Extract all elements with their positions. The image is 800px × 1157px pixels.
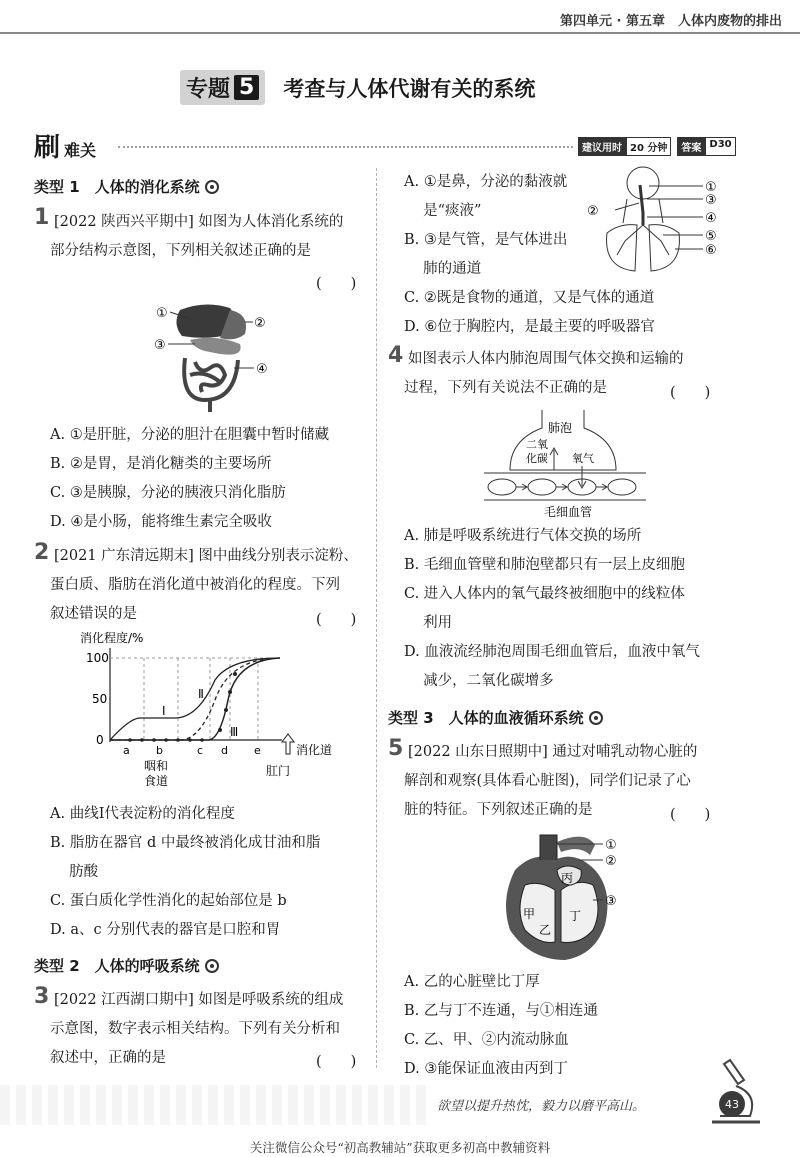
q4-option-c: C. 进入人体内的氧气最终被细胞中的线粒体	[404, 586, 685, 602]
target-icon	[204, 179, 220, 195]
q1-label-2: ②	[254, 316, 266, 331]
respiratory-system-figure	[585, 163, 725, 278]
chamber-ding: 丁	[569, 909, 582, 923]
type3-heading	[388, 707, 604, 728]
type1-heading	[34, 176, 220, 197]
badge-word: 专题	[186, 77, 231, 102]
curve-label-3: Ⅲ	[230, 725, 239, 739]
q2-option-b-cont: 肪酸	[50, 864, 99, 880]
curve-3	[110, 658, 280, 740]
digestive-system-figure	[150, 300, 280, 415]
arrow-down-icon	[578, 466, 586, 488]
q1-label-4: ④	[256, 362, 268, 377]
microscope-icon	[700, 1050, 770, 1130]
q2-option-c: C. 蛋白质化学性消化的起始部位是 b	[50, 893, 287, 909]
chart-start-2: 食道	[144, 774, 169, 788]
fig-co2-label-1: 二氧	[526, 438, 548, 451]
target-icon	[588, 710, 604, 726]
q1-label-3: ③	[154, 338, 166, 353]
ytick-100: 100	[86, 651, 109, 665]
chart-end: 肛门	[266, 764, 291, 778]
q1-number: 1	[34, 205, 50, 230]
q5-number: 5	[388, 736, 404, 761]
page-title	[180, 70, 535, 105]
fig-capillary-label: 毛细血管	[544, 505, 593, 519]
q4-option-d: D. 血液流经肺泡周围毛细血管后，血液中氧气	[404, 644, 700, 660]
dotted-divider	[118, 146, 573, 148]
heart-figure	[495, 830, 635, 965]
alveolus-gas-exchange-figure	[480, 410, 650, 520]
q5-option-d: D. ③能保证血液由丙到丁	[404, 1061, 568, 1077]
q4-option-b: B. 毛细血管壁和肺泡壁都只有一层上皮细胞	[404, 557, 685, 573]
q3-option-a: A. ①是鼻，分泌的黏液就	[404, 174, 568, 190]
q5-answer-blank: ( )	[670, 807, 711, 823]
type2-heading	[34, 955, 220, 976]
q3-option-b-cont: 肺的通道	[404, 261, 482, 277]
topic-badge	[180, 70, 265, 105]
q4-line1: 如图表示人体内肺泡周围气体交换和运输的	[408, 351, 684, 367]
curve-1	[110, 658, 280, 740]
footer-motto: 欲望以提升热忱，毅力以磨平高山。	[437, 1099, 646, 1114]
q1-label-1: ①	[156, 306, 168, 321]
q1-line1: [2022 陕西兴平期中] 如图为人体消化系统的	[54, 214, 344, 230]
q2-number: 2	[34, 540, 50, 565]
digestion-chart	[80, 630, 350, 790]
chart-start-1: 咽和	[144, 759, 169, 773]
q3-line3: 叙述中，正确的是	[50, 1050, 166, 1066]
q5-option-a: A. 乙的心脏壁比丁厚	[404, 974, 540, 990]
curve-2	[110, 658, 280, 740]
q5-label-1: ①	[605, 838, 617, 853]
q2-option-d: D. a、c 分别代表的器官是口腔和胃	[50, 922, 281, 938]
xtick-a: a	[123, 744, 130, 757]
level-label: 难关	[64, 141, 97, 160]
q4-answer-blank: ( )	[670, 385, 711, 401]
q2-option-b: B. 脂肪在器官 d 中最终被消化成甘油和脂	[50, 835, 321, 851]
chart-ylabel: 消化程度/%	[80, 631, 144, 645]
footer-note: 关注微信公众号“初高教辅站”获取更多初高中教辅资料	[249, 1140, 551, 1155]
q3-number: 3	[34, 984, 50, 1009]
q1-line2: 部分结构示意图，下列相关叙述正确的是	[50, 243, 311, 259]
time-label: 建议用时	[578, 137, 626, 156]
q2-line3: 叙述错误的是	[50, 606, 137, 622]
q1-option-c: C. ③是胰腺，分泌的胰液只消化脂肪	[50, 485, 286, 501]
q5-option-c: C. 乙、甲、②内流动脉血	[404, 1032, 569, 1048]
q3-label-3: ③	[705, 193, 717, 208]
q5-label-3: ③	[605, 894, 617, 909]
target-icon	[204, 958, 220, 974]
chart-xlabel: 消化道	[296, 743, 333, 757]
q2-line1: [2021 广东清远期末] 图中曲线分别表示淀粉、	[54, 548, 358, 564]
q1-option-d: D. ④是小肠，能将维生素完全吸收	[50, 514, 272, 530]
q4-number: 4	[388, 343, 404, 368]
q3-label-2: ②	[587, 204, 599, 219]
q5-line3: 脏的特征。下列叙述正确的是	[404, 802, 593, 818]
q5-label-2: ②	[605, 854, 617, 869]
q3-option-d: D. ⑥位于胸腔内，是最主要的呼吸器官	[404, 319, 655, 335]
xtick-c: c	[197, 744, 204, 757]
q4-option-d-cont: 减少，二氧化碳增多	[404, 673, 554, 689]
level-heading	[34, 127, 96, 164]
arrow-up-icon	[282, 734, 294, 754]
q3-answer-blank: ( )	[316, 1054, 357, 1070]
time-value: 20 分钟	[626, 137, 671, 156]
type3-label: 类型 3 人体的血液循环系统	[388, 709, 584, 727]
q3-label-5: ⑤	[705, 229, 717, 244]
q3-label-1: ①	[705, 180, 717, 195]
curve-label-2: Ⅱ	[198, 687, 204, 701]
footer-decoration	[0, 1085, 430, 1125]
q2-answer-blank: ( )	[316, 612, 357, 628]
arrow-up-icon	[550, 448, 558, 470]
column-divider	[376, 168, 377, 1068]
chamber-yi: 乙	[539, 923, 552, 937]
curve-label-1: Ⅰ	[162, 704, 166, 718]
q3-option-c: C. ②既是食物的通道，又是气体的通道	[404, 290, 655, 306]
q5-line1: [2022 山东日照期中] 通过对哺乳动物心脏的	[408, 744, 698, 760]
q4-option-c-cont: 利用	[404, 615, 453, 631]
q4-option-a: A. 肺是呼吸系统进行气体交换的场所	[404, 528, 642, 544]
title-text: 考查与人体代谢有关的系统	[283, 76, 536, 101]
q4-line2: 过程，下列有关说法不正确的是	[404, 380, 607, 396]
chapter-header: 第四单元 · 第五章 人体内废物的排出	[560, 14, 782, 29]
fig-o2-label: 氧气	[572, 452, 594, 465]
xtick-e: e	[254, 744, 261, 757]
chamber-jia: 甲	[523, 907, 536, 921]
brush-char: 刷	[34, 133, 61, 163]
type1-label: 类型 1 人体的消化系统	[34, 178, 200, 196]
page-number: 43	[719, 1091, 745, 1117]
q2-option-a: A. 曲线Ⅰ代表淀粉的消化程度	[50, 806, 235, 822]
q1-option-b: B. ②是胃，是消化糖类的主要场所	[50, 456, 272, 472]
q3-line1: [2022 江西湖口期中] 如图是呼吸系统的组成	[54, 992, 344, 1008]
q1-option-a: A. ①是肝脏，分泌的胆汁在胆囊中暂时储藏	[50, 427, 330, 443]
fig-co2-label-2: 化碳	[526, 452, 548, 465]
chamber-bing: 丙	[561, 871, 574, 885]
q3-option-b: B. ③是气管，是气体进出	[404, 232, 568, 248]
ytick-50: 50	[92, 692, 108, 706]
q3-label-4: ④	[705, 211, 717, 226]
q2-line2: 蛋白质、脂肪在消化道中被消化的程度。下列	[50, 577, 340, 593]
q5-option-b: B. 乙与丁不连通，与①相连通	[404, 1003, 598, 1019]
xtick-b: b	[156, 744, 163, 757]
xtick-d: d	[221, 744, 228, 757]
answer-value: D30	[705, 137, 735, 156]
time-box	[578, 137, 736, 156]
q1-answer-blank: ( )	[316, 276, 357, 292]
q3-line2: 示意图，数字表示相关结构。下列有关分析和	[50, 1021, 340, 1037]
header-divider	[0, 32, 800, 34]
q3-option-a-cont: 是“痰液”	[404, 203, 482, 219]
q5-line2: 解剖和观察(具体看心脏图)，同学们记录了心	[404, 773, 691, 789]
q3-label-6: ⑥	[705, 243, 717, 258]
ytick-0: 0	[96, 733, 104, 747]
fig-alveolus-label: 肺泡	[548, 421, 573, 435]
badge-number: 5	[234, 75, 259, 100]
type2-label: 类型 2 人体的呼吸系统	[34, 957, 200, 975]
answer-label: 答案	[677, 137, 705, 156]
